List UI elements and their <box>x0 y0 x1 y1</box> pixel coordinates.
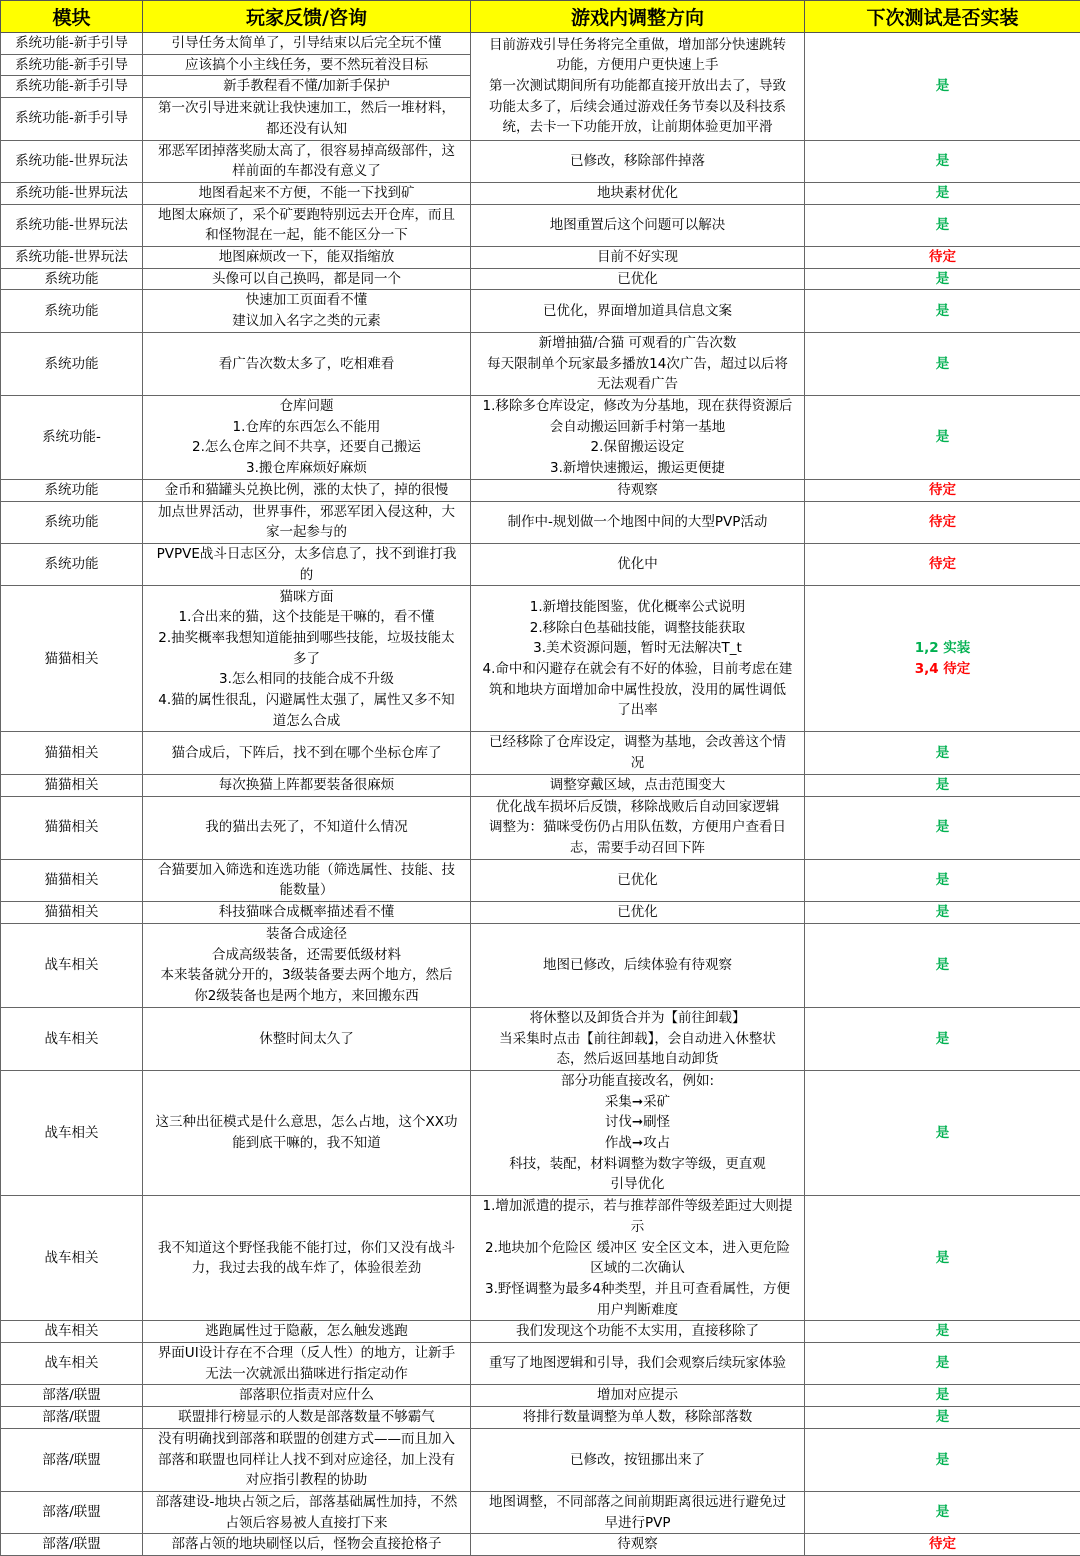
status-cell: 是 <box>805 290 1080 332</box>
status-cell: 是 <box>805 1070 1080 1195</box>
status-cell: 是 <box>805 1196 1080 1321</box>
adjustment-cell: 已优化 <box>471 902 805 924</box>
table-row <box>1 1407 1080 1429</box>
feedback-cell: 没有明确找到部落和联盟的创建方式——而且加入 部落和联盟也同样让人找不到对应途径，加上没有 对应指引教程的协助 <box>143 1428 471 1491</box>
status-cell: 是 <box>805 1428 1080 1491</box>
feedback-cell: 地图麻烦改一下，能双指缩放 <box>143 247 471 269</box>
adjustment-cell: 地图调整，不同部落之间前期距离很远进行避免过 早进行PVP <box>471 1491 805 1533</box>
feedback-cell: 地图太麻烦了，采个矿要跑特别远去开仓库，而且 和怪物混在一起，能不能区分一下 <box>143 204 471 246</box>
adjustment-cell: 将排行数量调整为单人数，移除部落数 <box>471 1407 805 1429</box>
table-row <box>1 182 1080 204</box>
feedback-cell: 猫合成后，下阵后，找不到在哪个坐标仓库了 <box>143 732 471 774</box>
table-row <box>1 332 1080 395</box>
table-row <box>1 1534 1080 1556</box>
adjustment-cell: 已优化 <box>471 268 805 290</box>
adjustment-cell: 将休整以及卸货合并为【前往卸载】 当采集时点击【前往卸载】，会自动进入休整状 态，然后返回基地自动卸货 <box>471 1007 805 1070</box>
feedback-cell: 休整时间太久了 <box>143 1007 471 1070</box>
adjustment-cell: 部分功能直接改名，例如: 采集➞采矿 讨伐➞刷怪 作战➞攻占 科技，装配，材料调整为数字等级，更直观 引导优化 <box>471 1070 805 1195</box>
adjustment-cell: 地块素材优化 <box>471 182 805 204</box>
feedback-cell: 这三种出征模式是什么意思，怎么占地，这个XX功 能到底干嘛的，我不知道 <box>143 1070 471 1195</box>
module-cell: 系统功能 <box>1 290 143 332</box>
adjustment-cell: 优化战车损坏后反馈，移除战败后自动回家逻辑 调整为：猫咪受伤仍占用队伍数，方便用户查看日 志，需要手动召回下阵 <box>471 796 805 859</box>
adjustment-cell: 调整穿戴区域，点击范围变大 <box>471 774 805 796</box>
module-cell: 系统功能-新手引导 <box>1 76 143 98</box>
module-cell: 战车相关 <box>1 1070 143 1195</box>
status-cell: 是 <box>805 774 1080 796</box>
status-cell: 是 <box>805 1321 1080 1343</box>
feedback-cell: 应该搞个小主线任务，要不然玩着没目标 <box>143 54 471 76</box>
module-cell: 战车相关 <box>1 1321 143 1343</box>
module-cell: 部落/联盟 <box>1 1491 143 1533</box>
module-cell: 系统功能- <box>1 395 143 479</box>
feedback-cell: 邪恶军团掉落奖励太高了，很容易掉高级部件，这 样前面的车都没有意义了 <box>143 140 471 182</box>
module-cell: 部落/联盟 <box>1 1428 143 1491</box>
feedback-cell: 装备合成途径 合成高级装备，还需要低级材料 本来装备就分开的，3级装备要去两个地方，然后 你2级装备也是两个地方，来回搬东西 <box>143 923 471 1007</box>
header-feedback: 玩家反馈/咨询 <box>143 1 471 33</box>
adjustment-cell: 已经移除了仓库设定，调整为基地，会改善这个情 况 <box>471 732 805 774</box>
status-cell: 待定 <box>805 544 1080 586</box>
adjustment-cell: 已优化，界面增加道具信息文案 <box>471 290 805 332</box>
status-cell: 是 <box>805 204 1080 246</box>
header-next-test: 下次测试是否实装 <box>805 1 1080 33</box>
table-row <box>1 1343 1080 1385</box>
table-row <box>1 1428 1080 1491</box>
feedback-cell: 科技猫咪合成概率描述看不懂 <box>143 902 471 924</box>
status-cell: 是 <box>805 332 1080 395</box>
module-cell: 猫猫相关 <box>1 774 143 796</box>
module-cell: 系统功能 <box>1 332 143 395</box>
adjustment-cell: 地图已修改，后续体验有待观察 <box>471 923 805 1007</box>
adjustment-cell: 已优化 <box>471 859 805 901</box>
module-cell: 战车相关 <box>1 1007 143 1070</box>
adjustment-cell: 目前游戏引导任务将完全重做，增加部分快速跳转 功能，方便用户更快速上手 第一次测试期间所有功能都直接开放出去了，导致 功能太多了，后续会通过游戏任务节奏以及科技系 统，去卡一下功能开放，让前期体验更加平滑 <box>471 33 805 141</box>
status-cell: 是 <box>805 182 1080 204</box>
feedback-cell: 快速加工页面看不懂 建议加入名字之类的元素 <box>143 290 471 332</box>
table-row <box>1 1196 1080 1321</box>
feedback-cell: 我不知道这个野怪我能不能打过，你们又没有战斗 力，我过去我的战车炸了，体验很差劲 <box>143 1196 471 1321</box>
status-cell: 是 <box>805 902 1080 924</box>
adjustment-cell: 1.新增技能图鉴，优化概率公式说明 2.移除白色基础技能，调整技能获取 3.美术资源问题，暂时无法解决T_t 4.命中和闪避存在就会有不好的体验，目前考虑在建 筑和地块方面增加命中属性投放，没用的属性调低 了出率 <box>471 586 805 732</box>
status-cell: 是 <box>805 395 1080 479</box>
module-cell: 猫猫相关 <box>1 902 143 924</box>
table-row <box>1 479 1080 501</box>
table-row <box>1 501 1080 543</box>
adjustment-cell: 新增抽猫/合猫 可观看的广告次数 每天限制单个玩家最多播放14次广告，超过以后将 无法观看广告 <box>471 332 805 395</box>
header-module: 模块 <box>1 1 143 33</box>
module-cell: 系统功能-世界玩法 <box>1 247 143 269</box>
table-row <box>1 902 1080 924</box>
table-row <box>1 247 1080 269</box>
table-row <box>1 1491 1080 1533</box>
adjustment-cell: 我们发现这个功能不太实用，直接移除了 <box>471 1321 805 1343</box>
table-body <box>1 33 1080 1556</box>
adjustment-cell: 待观察 <box>471 479 805 501</box>
adjustment-cell: 制作中-规划做一个地图中间的大型PVP活动 <box>471 501 805 543</box>
header-row <box>1 1 1080 33</box>
table-row <box>1 774 1080 796</box>
table-row <box>1 290 1080 332</box>
table-row <box>1 140 1080 182</box>
module-cell: 系统功能-世界玩法 <box>1 140 143 182</box>
table-row <box>1 586 1080 732</box>
module-cell: 系统功能 <box>1 501 143 543</box>
module-cell: 系统功能-世界玩法 <box>1 182 143 204</box>
table-row <box>1 796 1080 859</box>
status-cell: 是 <box>805 796 1080 859</box>
feedback-cell: 加点世界活动，世界事件，邪恶军团入侵这种，大 家一起参与的 <box>143 501 471 543</box>
module-cell: 系统功能 <box>1 479 143 501</box>
feedback-cell: 每次换猫上阵都要装备很麻烦 <box>143 774 471 796</box>
table-row <box>1 1070 1080 1195</box>
adjustment-cell: 地图重置后这个问题可以解决 <box>471 204 805 246</box>
feedback-cell: 仓库问题 1.仓库的东西怎么不能用 2.怎么仓库之间不共享，还要自己搬运 3.搬仓库麻烦好麻烦 <box>143 395 471 479</box>
feedback-cell: 第一次引导进来就让我快速加工，然后一堆材料， 都还没有认知 <box>143 98 471 140</box>
table-row <box>1 732 1080 774</box>
feedback-cell: 猫咪方面 1.合出来的猫，这个技能是干嘛的，看不懂 2.抽奖概率我想知道能抽到哪些技能，垃圾技能太 多了 3.怎么相同的技能合成不升级 4.猫的属性很乱，闪避属性太强了，属性又多不知 道怎么合成 <box>143 586 471 732</box>
module-cell: 系统功能-新手引导 <box>1 33 143 55</box>
adjustment-cell: 增加对应提示 <box>471 1385 805 1407</box>
module-cell: 系统功能-新手引导 <box>1 98 143 140</box>
table-row <box>1 1385 1080 1407</box>
module-cell: 战车相关 <box>1 1196 143 1321</box>
status-cell: 是 <box>805 1491 1080 1533</box>
feedback-cell: 头像可以自己换吗，都是同一个 <box>143 268 471 290</box>
status-cell: 是 <box>805 923 1080 1007</box>
module-cell: 猫猫相关 <box>1 796 143 859</box>
feedback-cell: 部落建设-地块占领之后，部落基础属性加持，不然 占领后容易被人直接打下来 <box>143 1491 471 1533</box>
adjustment-cell: 优化中 <box>471 544 805 586</box>
table-row <box>1 544 1080 586</box>
module-cell: 猫猫相关 <box>1 586 143 732</box>
feedback-cell: 新手教程看不懂/加新手保护 <box>143 76 471 98</box>
status-cell: 是 <box>805 1007 1080 1070</box>
feedback-cell: 界面UI设计存在不合理（反人性）的地方，让新手 无法一次就派出猫咪进行指定动作 <box>143 1343 471 1385</box>
table-row <box>1 859 1080 901</box>
feedback-cell: 合猫要加入筛选和连选功能（筛选属性、技能、技 能数量） <box>143 859 471 901</box>
adjustment-cell: 目前不好实现 <box>471 247 805 269</box>
status-cell: 待定 <box>805 247 1080 269</box>
feedback-cell: 我的猫出去死了，不知道什么情况 <box>143 796 471 859</box>
module-cell: 系统功能 <box>1 544 143 586</box>
module-cell: 系统功能-新手引导 <box>1 54 143 76</box>
adjustment-cell: 已修改，移除部件掉落 <box>471 140 805 182</box>
module-cell: 部落/联盟 <box>1 1534 143 1556</box>
status-implement-text: 1,2 实装 <box>809 638 1076 659</box>
adjustment-cell: 1.增加派遣的提示，若与推荐部件等级差距过大则提 示 2.地块加个危险区 缓冲区 安全区文本，进入更危险 区域的二次确认 3.野怪调整为最多4种类型，并且可查看属性，方便 用户判断难度 <box>471 1196 805 1321</box>
feedback-cell: 部落职位指责对应什么 <box>143 1385 471 1407</box>
module-cell: 猫猫相关 <box>1 859 143 901</box>
table-row <box>1 395 1080 479</box>
status-cell: 是 <box>805 268 1080 290</box>
status-cell: 是 <box>805 1385 1080 1407</box>
module-cell: 部落/联盟 <box>1 1385 143 1407</box>
status-cell: 是 <box>805 1343 1080 1385</box>
adjustment-cell: 已修改，按钮挪出来了 <box>471 1428 805 1491</box>
status-cell <box>805 586 1080 732</box>
module-cell: 战车相关 <box>1 1343 143 1385</box>
status-cell: 是 <box>805 140 1080 182</box>
status-cell: 是 <box>805 33 1080 141</box>
table-row <box>1 33 1080 55</box>
status-cell: 是 <box>805 1407 1080 1429</box>
status-cell: 是 <box>805 732 1080 774</box>
status-cell: 是 <box>805 859 1080 901</box>
status-cell: 待定 <box>805 501 1080 543</box>
adjustment-cell: 待观察 <box>471 1534 805 1556</box>
table-row <box>1 1321 1080 1343</box>
header-adjustment: 游戏内调整方向 <box>471 1 805 33</box>
feedback-cell: 逃跑属性过于隐蔽，怎么触发逃跑 <box>143 1321 471 1343</box>
table-row <box>1 923 1080 1007</box>
feedback-cell: 部落占领的地块刷怪以后，怪物会直接抢格子 <box>143 1534 471 1556</box>
feedback-cell: 地图看起来不方便，不能一下找到矿 <box>143 182 471 204</box>
table-row <box>1 1007 1080 1070</box>
feedback-cell: 看广告次数太多了，吃相难看 <box>143 332 471 395</box>
module-cell: 部落/联盟 <box>1 1407 143 1429</box>
module-cell: 战车相关 <box>1 923 143 1007</box>
feedback-cell: 引导任务太简单了，引导结束以后完全玩不懂 <box>143 33 471 55</box>
status-cell: 待定 <box>805 1534 1080 1556</box>
status-pending-text: 3,4 待定 <box>809 659 1076 680</box>
table-row <box>1 268 1080 290</box>
table-row <box>1 204 1080 246</box>
adjustment-cell: 重写了地图逻辑和引导，我们会观察后续玩家体验 <box>471 1343 805 1385</box>
feedback-cell: 联盟排行榜显示的人数是部落数量不够霸气 <box>143 1407 471 1429</box>
module-cell: 系统功能 <box>1 268 143 290</box>
status-cell: 待定 <box>805 479 1080 501</box>
feedback-cell: 金币和猫罐头兑换比例，涨的太快了，掉的很慢 <box>143 479 471 501</box>
module-cell: 猫猫相关 <box>1 732 143 774</box>
module-cell: 系统功能-世界玩法 <box>1 204 143 246</box>
feedback-cell: PVPVE战斗日志区分，太多信息了，找不到谁打我 的 <box>143 544 471 586</box>
adjustment-cell: 1.移除多仓库设定，修改为分基地，现在获得资源后 会自动搬运回新手村第一基地 2.保留搬运设定 3.新增快速搬运，搬运更便捷 <box>471 395 805 479</box>
